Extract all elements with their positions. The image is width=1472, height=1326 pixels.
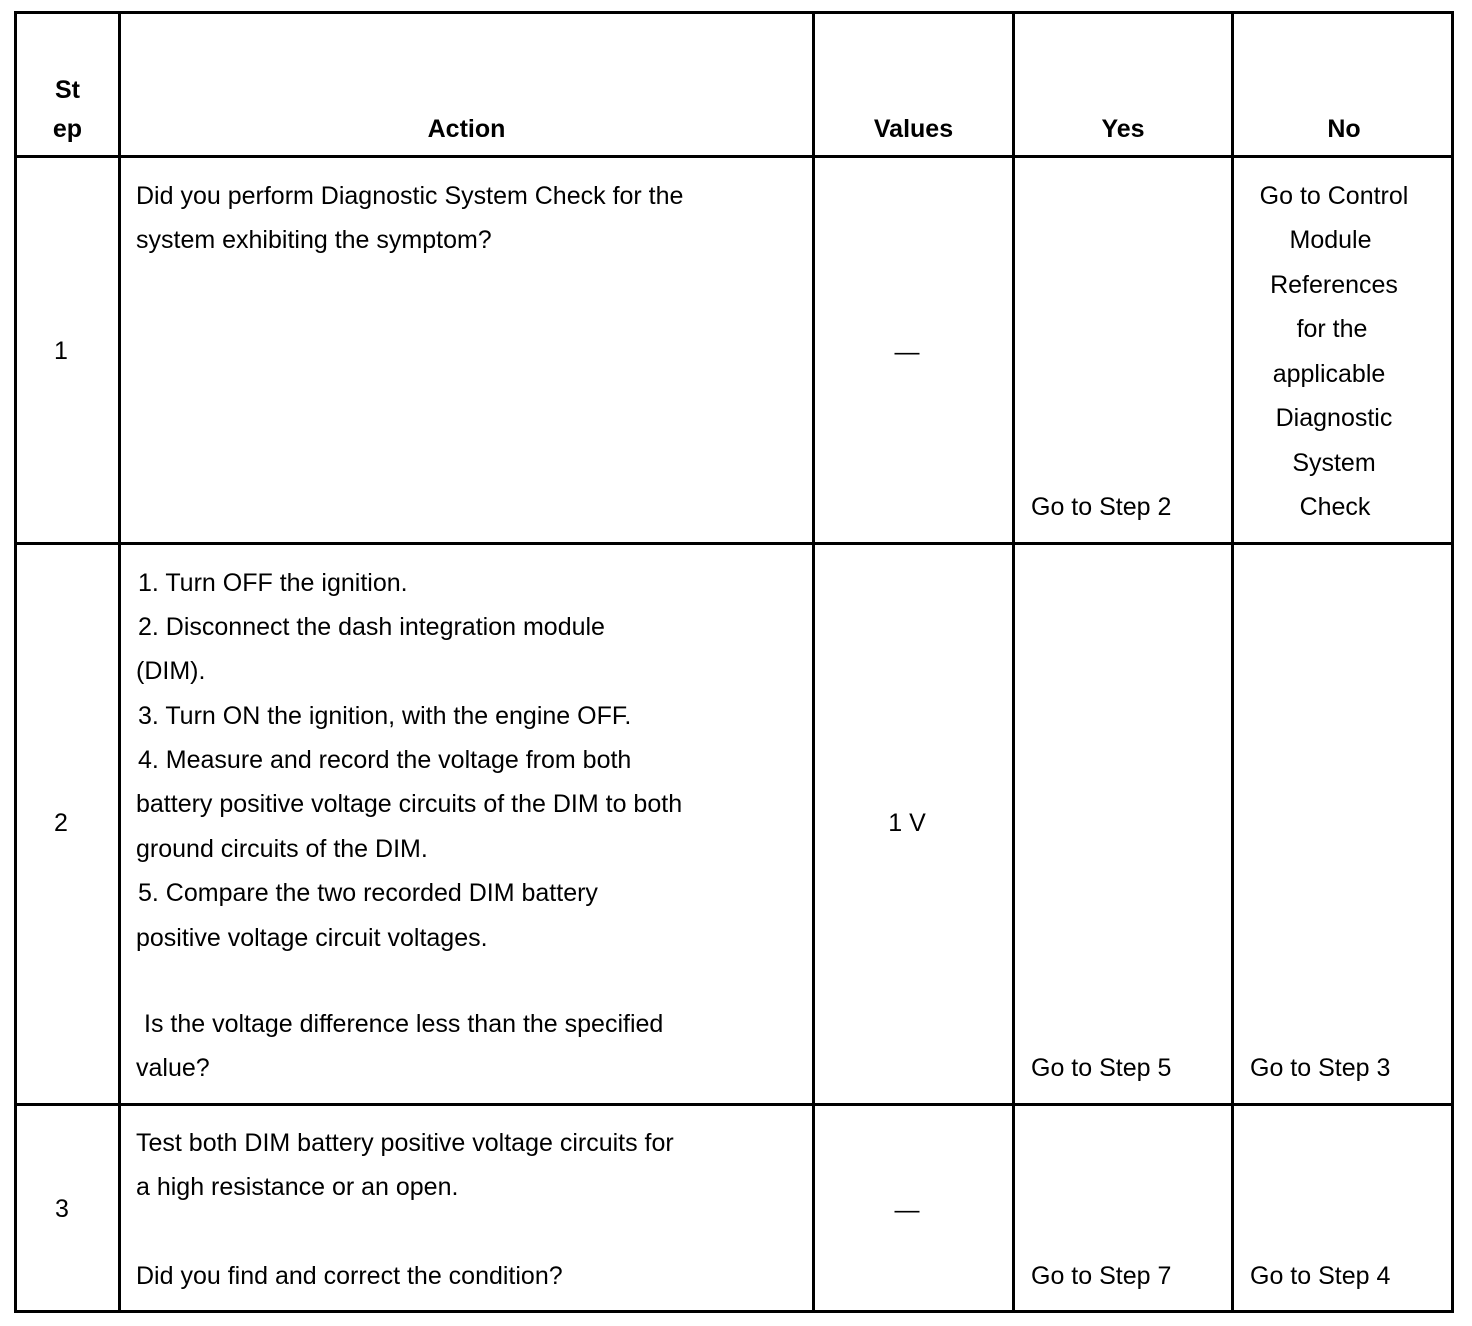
row-divider [17, 155, 1451, 158]
yes-cell: Go to Step 2 [1031, 493, 1172, 521]
header-step-line2: ep [52, 115, 83, 143]
action-text: Is the voltage difference less than the specified [144, 1010, 664, 1038]
action-text: 4. Measure and record the voltage from both [138, 746, 632, 774]
step-number: 1 [54, 337, 68, 365]
action-text: 1. Turn OFF the ignition. [138, 569, 408, 597]
action-text: Did you perform Diagnostic System Check for the [136, 182, 684, 210]
action-text: Test both DIM battery positive voltage circuits for [136, 1129, 674, 1157]
no-cell-line: Module [1289, 226, 1372, 254]
value-cell: — [894, 338, 920, 366]
action-text: value? [136, 1054, 210, 1082]
action-text: 5. Compare the two recorded DIM battery [138, 879, 598, 907]
value-cell: — [894, 1196, 920, 1224]
action-text: positive voltage circuit voltages. [136, 924, 488, 952]
action-text: Did you find and correct the condition? [136, 1262, 563, 1290]
no-cell-line: Check [1299, 493, 1371, 521]
header-no: No [1327, 115, 1361, 143]
yes-cell: Go to Step 5 [1031, 1054, 1172, 1082]
header-action: Action [427, 115, 506, 143]
no-cell-line: applicable [1272, 360, 1386, 388]
header-values: Values [873, 115, 954, 143]
no-cell-line: for the [1296, 315, 1368, 343]
action-text: a high resistance or an open. [136, 1173, 459, 1201]
no-cell-line: Go to Control [1259, 182, 1409, 210]
action-text: system exhibiting the symptom? [136, 226, 492, 254]
no-cell: Go to Step 4 [1250, 1262, 1391, 1290]
no-cell-line: References [1270, 271, 1398, 299]
column-divider [812, 14, 815, 1310]
action-text: ground circuits of the DIM. [136, 835, 428, 863]
column-divider [1012, 14, 1015, 1310]
yes-cell: Go to Step 7 [1031, 1262, 1172, 1290]
no-cell-line: System [1292, 449, 1376, 477]
no-cell-line: Diagnostic [1275, 404, 1393, 432]
header-step-line1: St [55, 76, 80, 104]
header-yes: Yes [1101, 115, 1145, 143]
action-text: 2. Disconnect the dash integration module [138, 613, 605, 641]
row-divider [17, 542, 1451, 545]
column-divider [118, 14, 121, 1310]
action-text: battery positive voltage circuits of the DIM to both [136, 790, 683, 818]
diagnostic-table [14, 11, 1454, 1313]
action-text: (DIM). [136, 657, 206, 685]
row-divider [17, 1103, 1451, 1106]
value-cell: 1 V [888, 809, 926, 837]
action-text: 3. Turn ON the ignition, with the engine OFF. [138, 702, 632, 730]
no-cell: Go to Step 3 [1250, 1054, 1391, 1082]
step-number: 3 [55, 1195, 69, 1223]
step-number: 2 [54, 809, 68, 837]
